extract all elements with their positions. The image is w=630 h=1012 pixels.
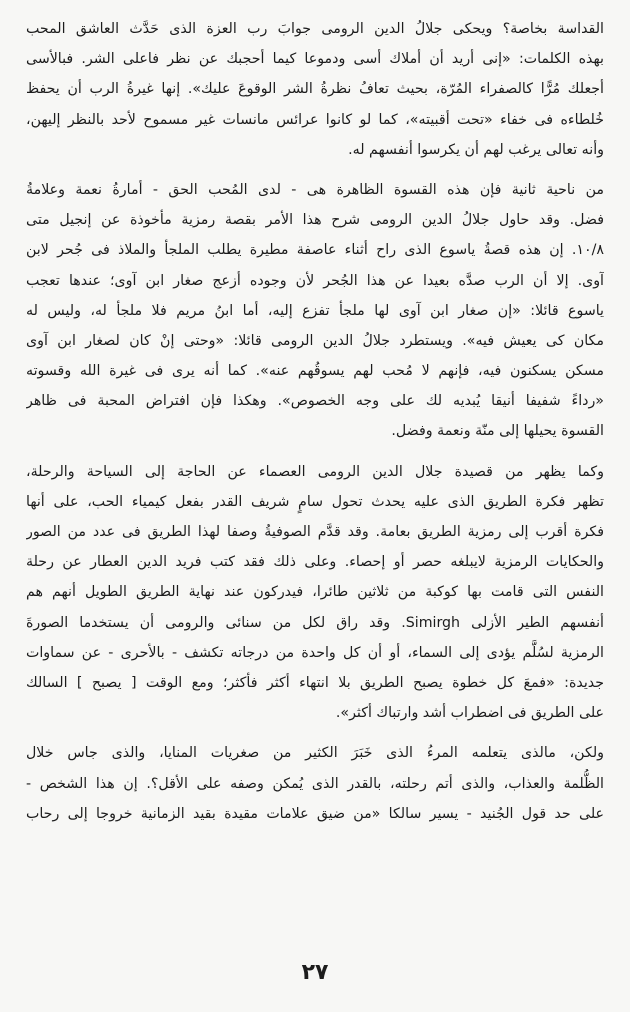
text-line: فضل. وقد حاول جلالُ الدين الرومى شرح هذا الأمر بقصة رمزية مأخوذة عن إنجيل متى <box>26 212 604 229</box>
text-line: خُلطاءه فى خفاء «تحت أقبيته»، كما لو كانوا عرائس مانسات غير مسموح لأحد بالنظر إليهن، <box>26 111 604 128</box>
page-number: ٢٧ <box>301 960 329 985</box>
text-line: الرمزية لسُلَّم يؤدى إلى السماء، أو أن كل واحدة من درجاته تكشف - بالأحرى - عن سماوات <box>26 644 604 661</box>
text-line: «رداءً شفيفا أنيقا يُبديه لك على وجه الخصوص». وهكذا فإن افتراض المحبة فى ظاهر <box>26 393 604 410</box>
page-body <box>26 14 604 829</box>
text-line: والحكايات الرمزية لايبلغه حصر أو إحصاء. وعلى ذلك فقد كتب فريد الدين العطار عن رحلة <box>26 554 604 571</box>
text-line: الظُّلمة والعذاب، والذى أتم رحلته، بالقدر الذى يُمكن وصفه على الأقل؟. إن هذا الشخص - <box>26 775 604 792</box>
text-line: على حد قول الجُنيد - يسير سالكا «من ضيق علامات مقيدة بقيد الزمانية خروجا إلى رحاب <box>26 805 604 822</box>
text-line: مكان كى يعيش فيه». ويستطرد جلالُ الدين الرومى قائلا: «وحتى إنْ كان لصغار ابن آوى <box>26 332 604 349</box>
text-line: فكرة أقرب إلى رمزية الطريق بعامة. وقد قدَّم الصوفيةُ وصفا لهذا الطريق فى عدد من الصور <box>26 524 604 540</box>
text-line: من ناحية ثانية فإن هذه القسوة الظاهرة هى - لدى المُحب الحق - أمارةُ نعمة وعلامةُ <box>26 181 604 198</box>
text-line: ياسوع قائلا: «إن صغار ابن آوى لها ملجأ تفزع إليه، أما ابنُ مريم فلا ملجأ له، وليس له <box>26 302 604 319</box>
text-line: جديدة: «فمعَ كل خطوة يصبح الطريق بلا انتهاء أكثر فأكثر؛ ومع الوقت [ يصبح ] السالك <box>26 674 604 691</box>
paragraph-1 <box>26 14 604 165</box>
text-line: أنفسهم الطير الأزلى Simirgh. وقد راق لكل من سنائى والرومى أن يستخدما الصورةَ <box>26 614 604 631</box>
text-line: بهذه الكلمات: «إنى أريد أن أملاك أسى ودموعا كيما أحجبك عن نظر فاعلى الشر. فبالأسى <box>26 51 604 68</box>
text-line: وكما يظهر من قصيدة جلال الدين الرومى العصماء عن الحاجة إلى السياحة والرحلة، <box>26 463 604 480</box>
text-line: القداسة بخاصة؟ ويحكى جلالُ الدين الرومى جوابَ رب العزة الذى حَدَّث العاشق المحب <box>26 21 604 37</box>
text-line: مسكن يسكنون فيه، فإنهم لا مُحب لهم يسوقُهم عنه». كما أنه يرى فى غيرة الله وقسوته <box>26 363 604 380</box>
paragraph-2 <box>26 175 604 447</box>
text-line: ١٠/٨. إن هذه قصةُ ياسوع الذى راح أثناء عاصفة مطيرة يطلب الملجأ والملاذ فى جُحر لابن <box>26 242 604 259</box>
text-line: القسوة يحيلها إلى منّة ونعمة وفضل. <box>391 423 604 440</box>
text-line: وأنه تعالى يرغب لهم أن يكرسوا أنفسهم له. <box>348 141 604 158</box>
text-line: النفس التى قامت بها كوكبة من ثلاثين طائرا، فيدركون عند نهاية الطريق الطويل أنهم هم <box>26 584 604 601</box>
paragraph-3 <box>26 457 604 729</box>
text-line: ولكن، مالذى يتعلمه المرءُ الذى خَبَرَ الكثير من صغريات المنايا، والذى جاس خلال <box>26 745 604 762</box>
text-line: على الطريق فى اضطراب أشد وارتباك أكثر». <box>335 705 604 722</box>
paragraph-4 <box>26 738 604 829</box>
text-line: أجعلك مُرًّا كالصفراء المُرّة، بحيث تعافُ نظرةُ الشر الوقوعَ عليك». إنها غيرةُ الرب أن يحفظ <box>26 81 604 98</box>
text-line: تظهر فكرة الطريق الذى عليه يحدث تحول سامٍ شريف القدر بفعل كيمياء الحب، على أنها <box>26 493 604 510</box>
text-line: آوى. إلا أن الرب صدَّه بعيدا عن هذا الجُحر لأن وجوده أزعج صغار ابن آوى؛ عندها تعجب <box>26 272 604 289</box>
